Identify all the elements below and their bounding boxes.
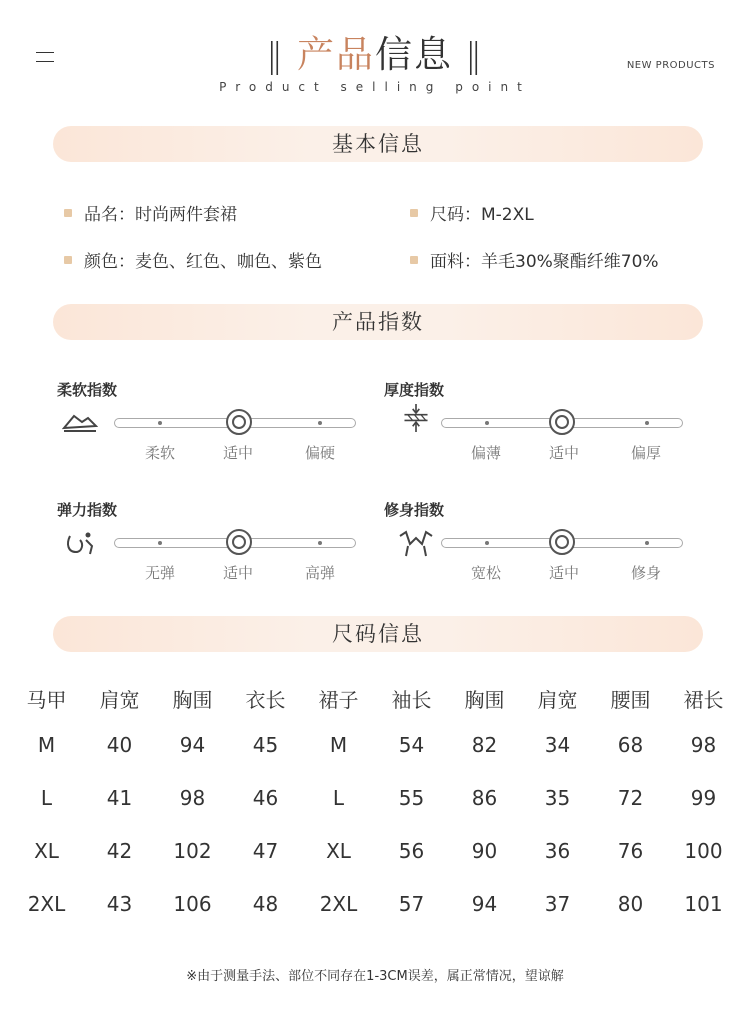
table-cell: 82 [471,732,498,757]
table-cell: 98 [179,785,206,810]
table-cell: 2XL [27,891,66,916]
table-cell: 2XL [319,891,358,916]
index-title-softness: 柔软指数 [57,381,118,399]
title-bar-right: ‖ [465,36,484,76]
fit-icon [398,530,434,558]
table-cell: 101 [684,891,723,916]
header-cell: 裙长 [683,687,724,712]
elasticity-label-1: 无弹 [144,564,175,582]
size-table-header [10,678,740,718]
header-cell: 胸围 [464,687,505,712]
softness-label-3: 偏硬 [304,444,335,462]
info-product-name [64,200,237,225]
table-cell: 86 [471,785,498,810]
thickness-label-3: 偏厚 [630,444,661,462]
table-cell: 94 [179,732,206,757]
header-cell: 腰围 [610,687,651,712]
page-header [0,0,750,110]
elasticity-icon [64,530,100,558]
info-fabric-text: 面料：羊毛30%聚酯纤维70% [430,252,659,272]
fit-label-2: 适中 [548,564,579,582]
header-cell: 衣长 [245,687,286,712]
soft-icon [62,408,98,436]
table-cell: L [40,785,53,810]
table-row [10,824,740,877]
bullet-icon [64,256,72,264]
table-cell: 35 [544,785,571,810]
header-cell: 袖长 [391,687,432,712]
title-suffix: 信息 [375,33,453,76]
info-color [64,247,322,272]
table-cell: M [37,732,56,757]
thickness-label-1: 偏薄 [470,444,501,462]
elasticity-label-2: 适中 [222,564,253,582]
header-cell: 肩宽 [537,687,578,712]
fit-knob[interactable] [549,529,575,555]
table-cell: 57 [398,891,425,916]
table-cell: 46 [252,785,279,810]
table-cell: 76 [617,838,644,863]
table-row [10,718,740,771]
table-cell: 34 [544,732,571,757]
bullet-icon [410,209,418,217]
index-title-elasticity: 弹力指数 [57,501,118,519]
info-size-range [410,200,534,225]
table-cell: 90 [471,838,498,863]
fit-label-3: 修身 [630,564,661,582]
table-cell: 37 [544,891,571,916]
table-row [10,877,740,930]
table-cell: 68 [617,732,644,757]
fit-label-1: 宽松 [470,564,501,582]
table-cell: 43 [106,891,133,916]
index-title-thickness: 厚度指数 [384,381,445,399]
table-cell: 41 [106,785,133,810]
table-cell: 106 [173,891,212,916]
size-table [10,678,740,930]
table-cell: 98 [690,732,717,757]
header-cell: 胸围 [172,687,213,712]
header-cell: 裙子 [318,687,359,712]
footnote: ※由于测量手法、部位不同存在1-3CM误差，属正常情况，望谅解 [186,969,564,984]
header-cell: 马甲 [26,687,67,712]
bullet-icon [64,209,72,217]
table-cell: 54 [398,732,425,757]
table-cell: 48 [252,891,279,916]
section-product-index: 产品指数 [53,304,703,340]
table-cell: 102 [173,838,212,863]
thickness-knob[interactable] [549,409,575,435]
index-title-fit: 修身指数 [384,501,445,519]
softness-label-1: 柔软 [144,444,175,462]
elasticity-label-3: 高弹 [304,564,335,582]
table-cell: L [332,785,345,810]
header-cell: 肩宽 [99,687,140,712]
softness-knob[interactable] [226,409,252,435]
table-cell: 80 [617,891,644,916]
page-subtitle: Product selling point [219,80,531,94]
table-cell: 72 [617,785,644,810]
section-size-info: 尺码信息 [53,616,703,652]
table-cell: XL [326,838,351,863]
table-cell: 55 [398,785,425,810]
info-fabric [410,247,659,272]
table-row [10,771,740,824]
softness-label-2: 适中 [222,444,253,462]
elasticity-knob[interactable] [226,529,252,555]
table-cell: M [329,732,348,757]
table-cell: 42 [106,838,133,863]
new-products-label: NEW PRODUCTS [626,60,715,71]
title-prefix: 产品 [297,33,375,76]
title-bar-left: ‖ [266,36,285,76]
table-cell: 47 [252,838,279,863]
table-cell: 99 [690,785,717,810]
section-basic-info: 基本信息 [53,126,703,162]
table-cell: XL [34,838,59,863]
info-product-name-text: 品名：时尚两件套裙 [84,205,237,225]
info-size-range-text: 尺码：M-2XL [430,205,534,225]
table-cell: 56 [398,838,425,863]
table-cell: 36 [544,838,571,863]
info-color-text: 颜色：麦色、红色、咖色、紫色 [84,252,322,272]
table-cell: 100 [684,838,723,863]
table-cell: 94 [471,891,498,916]
bullet-icon [410,256,418,264]
table-cell: 40 [106,732,133,757]
thickness-label-2: 适中 [548,444,579,462]
thickness-icon [398,404,434,432]
table-cell: 45 [252,732,279,757]
